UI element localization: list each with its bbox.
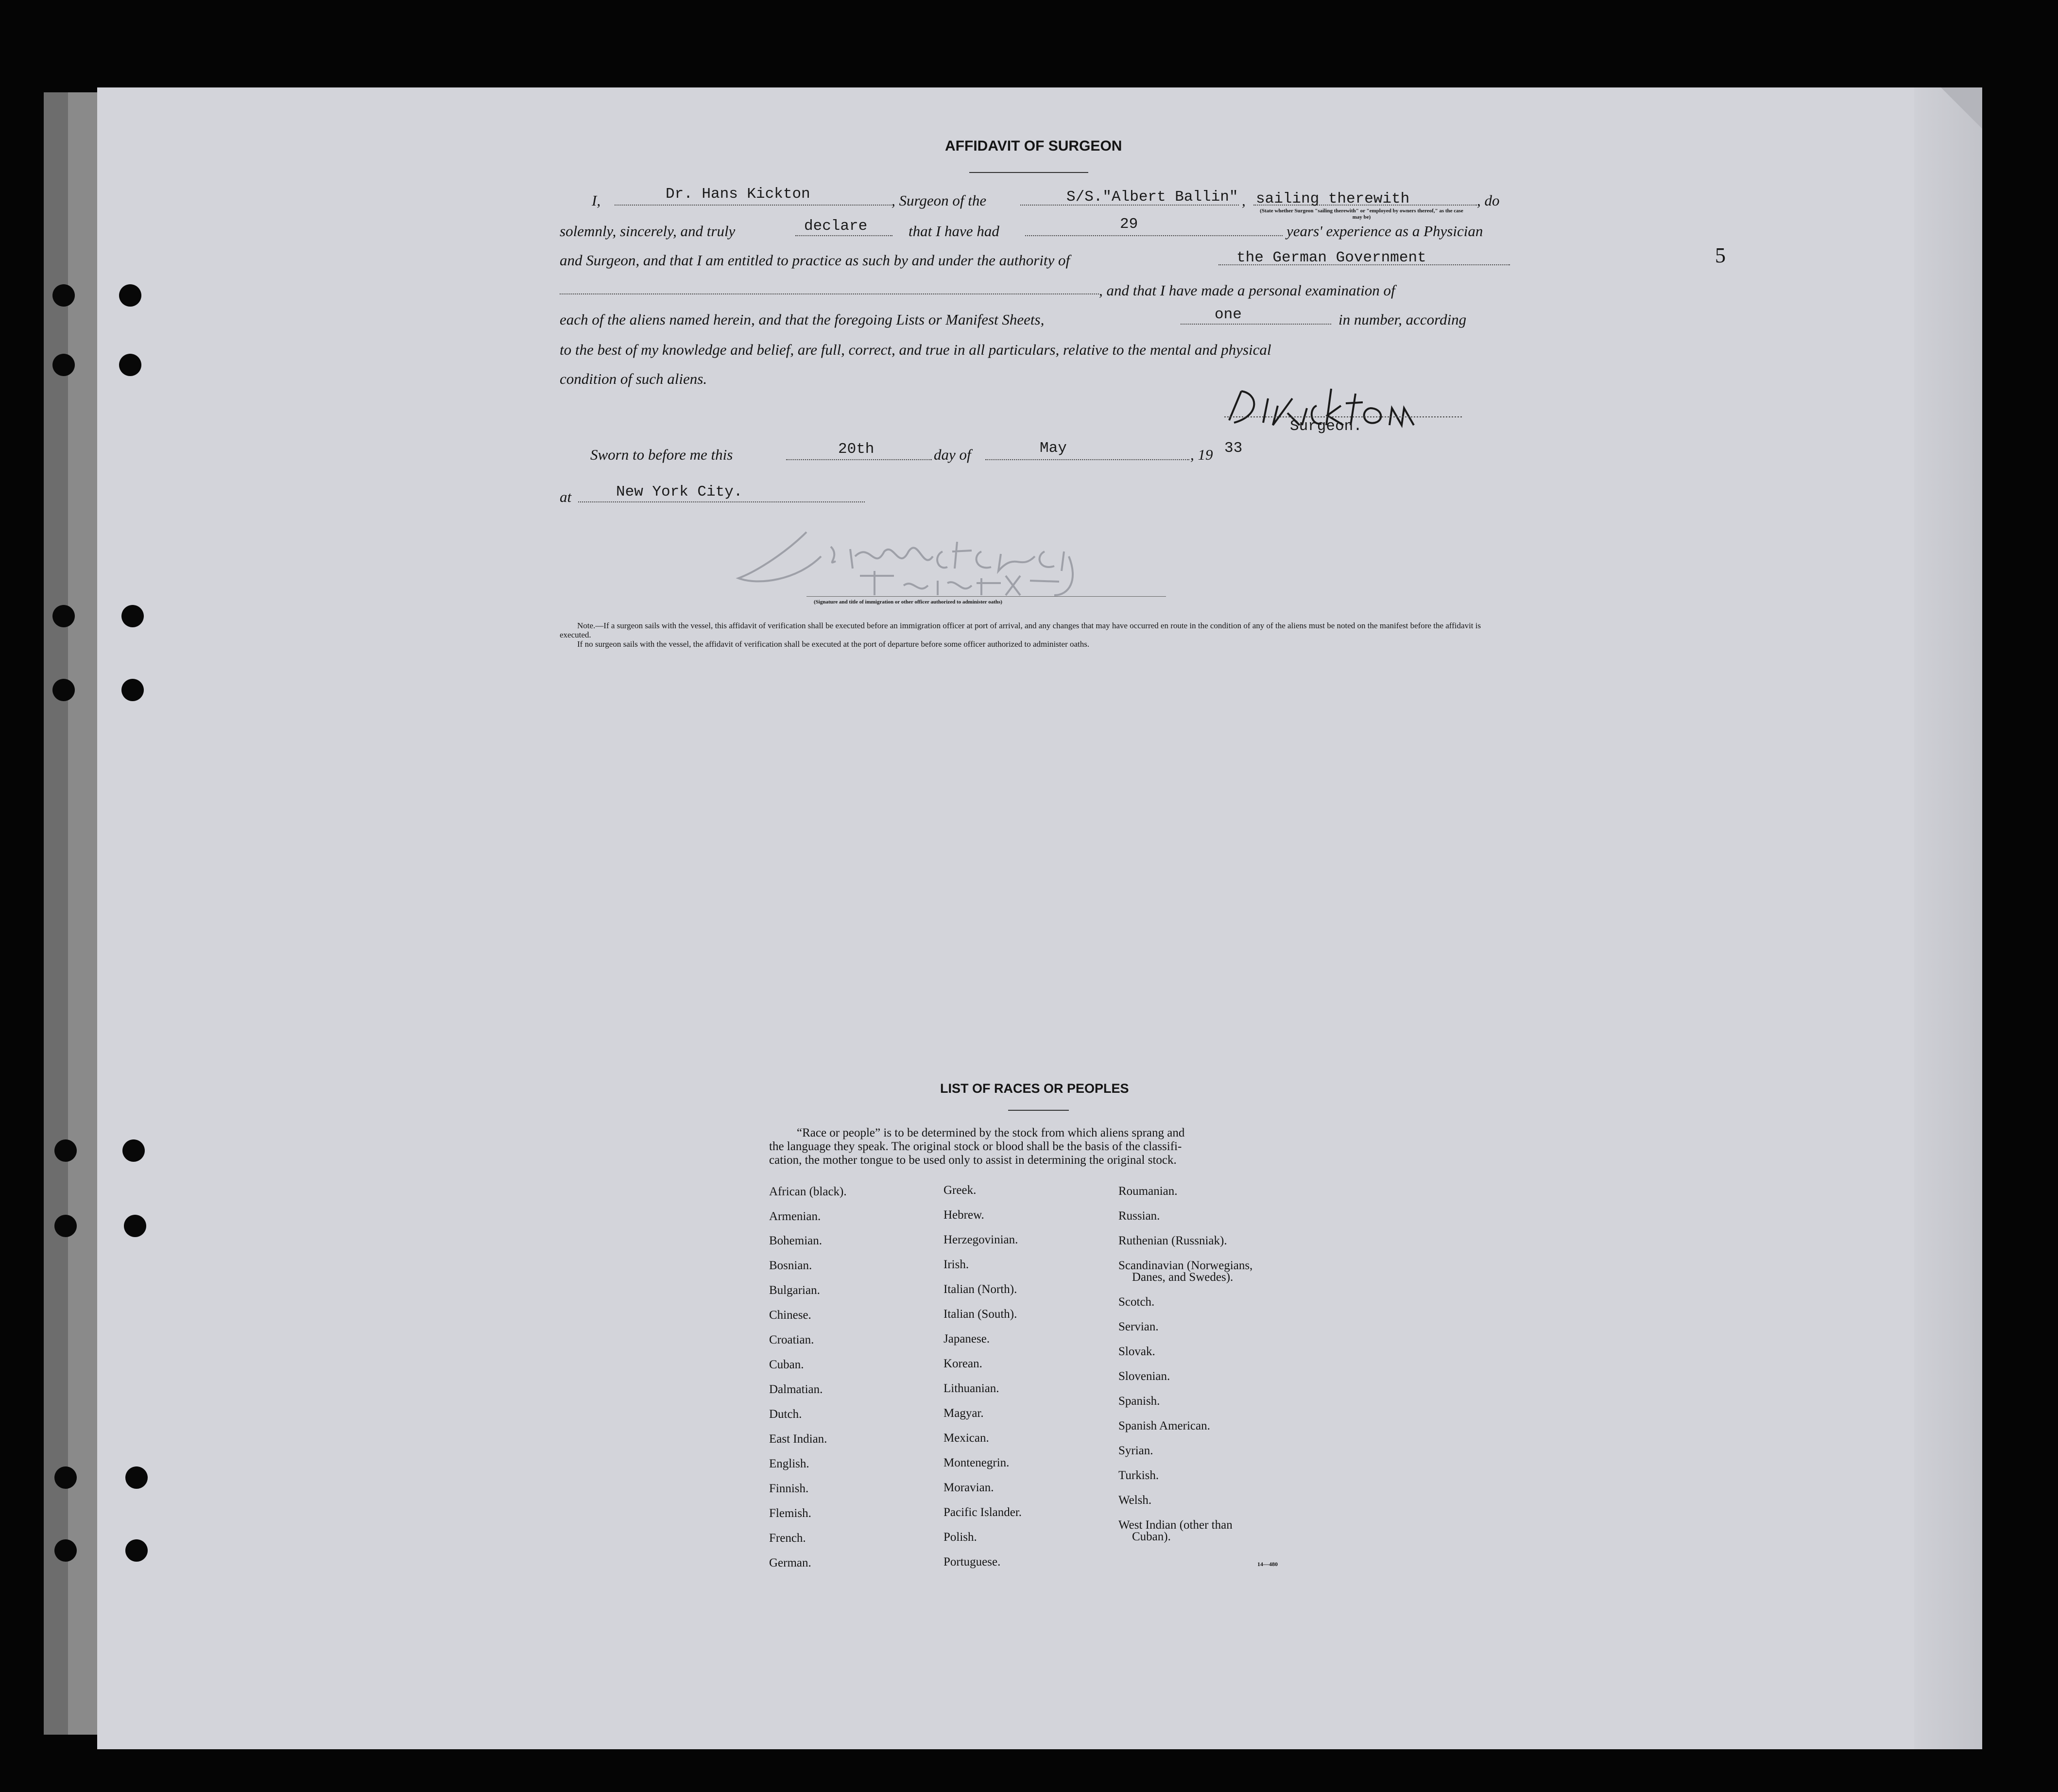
binder-hole [119,354,141,376]
race-item: Flemish. [769,1507,811,1520]
title-underline [969,172,1088,173]
race-item: Bulgarian. [769,1284,820,1297]
race-item: Korean. [943,1357,982,1370]
binder-hole [121,605,144,627]
race-item: French. [769,1532,806,1545]
binder-hole [52,354,75,376]
races-intro-1: “Race or people” is to be determined by the stock from which aliens sprang and [797,1126,1185,1139]
race-item: Irish. [943,1258,969,1271]
surgeon-label: Surgeon. [1290,418,1362,435]
race-item: Moravian. [943,1481,994,1494]
form-code: 14—480 [1257,1561,1278,1568]
line5-suffix: in number, according [1338,311,1467,328]
declare-line [795,235,892,236]
race-item: Spanish. [1118,1395,1160,1408]
binder-hole [119,284,141,307]
race-item: Bosnian. [769,1259,812,1272]
race-item: Greek. [943,1184,977,1197]
month-line [985,459,1189,460]
race-item: Pacific Islander. [943,1506,1022,1519]
race-item: Armenian. [769,1210,821,1223]
race-item: Mexican. [943,1431,989,1445]
line5-prefix: each of the aliens named herein, and that the foregoing Lists or Manifest Sheets, [560,311,1045,328]
line1-comma: , [1242,192,1246,209]
race-item: Dalmatian. [769,1383,823,1396]
line7: condition of such aliens. [560,370,707,387]
ship-name: S/S."Albert Ballin" [1066,189,1238,206]
race-item: Syrian. [1118,1444,1153,1457]
declare-verb: declare [804,218,868,235]
race-item: Roumanian. [1118,1185,1178,1198]
binder-hole [54,1215,77,1237]
races-intro-2: the language they speak. The original stock or blood shall be the basis of the classifi- [769,1140,1182,1153]
binder-hole [54,1139,77,1162]
day-line [786,459,932,460]
race-item: Finnish. [769,1482,809,1495]
note-1: Note.—If a surgeon sails with the vessel, this affidavit of verification shall be executed before an immigration officer at port of arrival, and any changes that may have occurred en route in the condition of any of the aliens must be noted on the manifest before the affidavit is executed. [560,621,1481,639]
line2-mid: that I have had [909,223,999,240]
races-title-underline [1008,1110,1069,1111]
document-page [97,87,1982,1749]
line6: to the best of my knowledge and belief, are full, correct, and true in all particulars, relative to the mental and physical [560,341,1271,358]
page-number: 5 [1715,243,1726,267]
binder-hole [122,1139,145,1162]
sworn-prefix: Sworn to before me this [590,446,733,463]
officer-signature-line [806,596,1166,597]
binder-hole [125,1466,148,1489]
race-item: Polish. [943,1531,977,1544]
race-item: Cuban). [1132,1530,1171,1543]
race-item: Danes, and Swedes). [1132,1271,1234,1284]
page-shadow [1914,87,1982,1749]
sworn-day: 20th [838,441,875,458]
years-line [1025,235,1283,236]
authority: the German Government [1236,249,1426,266]
race-item: Bohemian. [769,1234,823,1247]
race-item: Portuguese. [943,1555,1001,1568]
binder-hole [54,1539,77,1562]
race-item: African (black). [769,1185,847,1198]
officer-caption: (Signature and title of immigration or other officer authorized to administer oaths) [814,599,1002,605]
sheets-count: one [1215,306,1242,323]
race-item: East Indian. [769,1432,827,1446]
sailing-status: sailing therewith [1256,190,1410,207]
sheets-line [1181,324,1331,325]
race-item: Cuban. [769,1358,804,1371]
binding-strip-edge [68,92,97,1735]
sworn-place: New York City. [616,483,743,500]
place-line [578,501,865,502]
sworn-year-prefix: , 19 [1190,446,1213,463]
race-item: Montenegrin. [943,1456,1010,1469]
binder-hole [52,284,75,307]
sworn-month: May [1040,440,1067,457]
affidavit-title: AFFIDAVIT OF SURGEON [945,138,1122,154]
binder-hole [121,679,144,701]
binder-hole [125,1539,148,1562]
line2-prefix: solemnly, sincerely, and truly [560,223,736,240]
surgeon-name-line [615,205,892,206]
race-item: English. [769,1457,809,1470]
at-prefix: at [560,488,572,505]
race-item: Spanish American. [1118,1419,1210,1432]
binder-hole [124,1215,146,1237]
race-item: Ruthenian (Russniak). [1118,1234,1227,1247]
race-item: Russian. [1118,1209,1160,1223]
officer-signature [729,522,1205,600]
race-item: Chinese. [769,1309,811,1322]
binder-hole [52,605,75,627]
race-item: Scotch. [1118,1295,1155,1309]
races-title: LIST OF RACES OR PEOPLES [940,1081,1129,1096]
race-item: Italian (South). [943,1308,1017,1321]
race-item: Herzegovinian. [943,1233,1018,1246]
race-item: Slovak. [1118,1345,1155,1358]
years-experience: 29 [1120,216,1138,233]
sailing-hint: (State whether Surgeon "sailing therewith" or "employed by owners thereof," as the case may be) [1260,208,1463,220]
binder-hole [54,1466,77,1489]
surgeon-name: Dr. Hans Kickton [666,186,810,203]
race-item: Scandinavian (Norwegians, [1118,1259,1253,1272]
sworn-mid: day of [934,446,971,463]
note-2: If no surgeon sails with the vessel, the affidavit of verification shall be executed at the port of departure before some officer authorized to administer oaths. [577,639,1090,649]
race-item: Magyar. [943,1407,984,1420]
line1-prefix: I, [592,192,601,209]
binder-hole [52,679,75,701]
race-item: Italian (North). [943,1283,1017,1296]
race-item: Lithuanian. [943,1382,999,1395]
race-item: Hebrew. [943,1208,984,1222]
line4-suffix: , and that I have made a personal examination of [1099,282,1395,299]
line1-mid: , Surgeon of the [892,192,987,209]
race-item: West Indian (other than [1118,1518,1233,1532]
race-item: Croatian. [769,1333,814,1346]
race-item: Servian. [1118,1320,1159,1333]
races-intro-3: cation, the mother tongue to be used only to assist in determining the original stock. [769,1154,1177,1167]
race-item: Welsh. [1118,1494,1152,1507]
authority-line-cont [560,293,1099,294]
race-item: Turkish. [1118,1469,1159,1482]
line1-suffix: , do [1477,192,1500,209]
line3-prefix: and Surgeon, and that I am entitled to practice as such by and under the authority of [560,252,1070,269]
race-item: Japanese. [943,1332,990,1345]
race-item: Dutch. [769,1408,802,1421]
race-item: Slovenian. [1118,1370,1170,1383]
line2-suffix: years' experience as a Physician [1286,223,1483,240]
sworn-year-suffix: 33 [1224,440,1243,457]
race-item: German. [769,1556,811,1569]
